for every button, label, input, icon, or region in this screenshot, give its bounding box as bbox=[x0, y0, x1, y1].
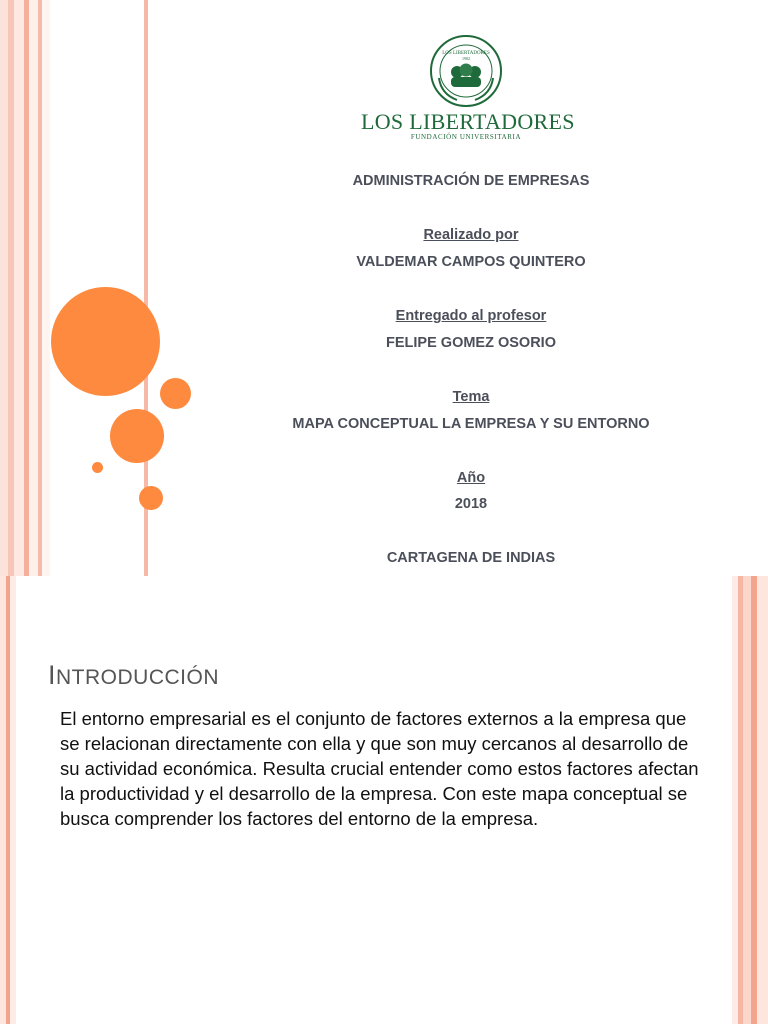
university-logo bbox=[361, 34, 575, 141]
decorative-stripe bbox=[42, 0, 50, 576]
year-label: Año bbox=[456, 470, 486, 486]
decorative-stripe bbox=[743, 576, 751, 1024]
title-rest: NTRODUCCIÓN bbox=[56, 666, 220, 689]
svg-text:1982: 1982 bbox=[462, 56, 470, 61]
introduction-body: El entorno empresarial es el conjunto de factores externos a la empresa que se relacionan directamente con ella y que son muy cercanos al desarrollo de su actividad económica. Resulta crucial entender como estos factores afectan la productividad y el desarrollo de la empresa. Con este mapa conceptual se busca comprender los factores del entorno de la empresa. bbox=[60, 708, 699, 829]
decorative-circle bbox=[92, 462, 103, 473]
delivered-label: Entregado al profesor bbox=[395, 308, 547, 324]
decorative-stripe bbox=[14, 0, 24, 576]
year-value: 2018 bbox=[454, 496, 488, 512]
professor-name: FELIPE GOMEZ OSORIO bbox=[386, 335, 556, 351]
decorative-circle bbox=[160, 378, 191, 409]
university-subtitle: FUNDACIÓN UNIVERSITARIA bbox=[410, 133, 522, 141]
university-seal-icon bbox=[429, 34, 503, 108]
topic-label: Tema bbox=[452, 389, 490, 405]
decorative-stripe bbox=[0, 0, 8, 576]
title-initial: I bbox=[48, 660, 57, 690]
decorative-stripe bbox=[29, 0, 38, 576]
topic-name: MAPA CONCEPTUAL LA EMPRESA Y SU ENTORNO bbox=[292, 416, 650, 432]
introduction-slide bbox=[0, 576, 768, 1024]
city-name: CARTAGENA DE INDIAS bbox=[386, 550, 556, 566]
program-name: ADMINISTRACIÓN DE EMPRESAS bbox=[352, 173, 590, 189]
made-by-label: Realizado por bbox=[423, 227, 519, 243]
decorative-circle bbox=[110, 409, 164, 463]
decorative-stripe bbox=[757, 576, 768, 1024]
svg-text:LOS LIBERTADORES: LOS LIBERTADORES bbox=[442, 51, 490, 56]
decorative-stripe bbox=[10, 576, 16, 1024]
decorative-circle bbox=[51, 287, 160, 396]
introduction-title bbox=[48, 660, 219, 691]
decorative-circle bbox=[139, 486, 163, 510]
university-name: LOS LIBERTADORES bbox=[361, 109, 575, 134]
author-name: VALDEMAR CAMPOS QUINTERO bbox=[356, 254, 586, 270]
